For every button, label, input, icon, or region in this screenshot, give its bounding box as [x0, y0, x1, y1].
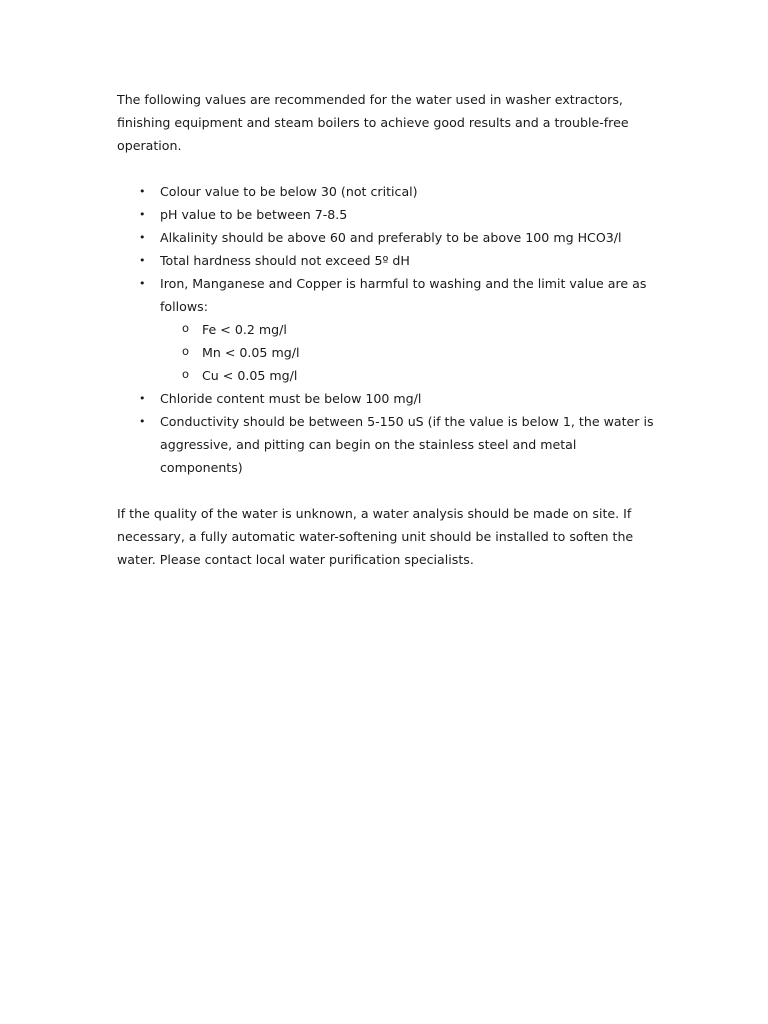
list-item — [117, 226, 657, 249]
circle-bullet-icon: o — [182, 367, 190, 381]
bullet-icon: • — [139, 231, 146, 244]
list-item — [117, 203, 657, 226]
sublist-item — [160, 364, 657, 387]
sublist-item-text: Cu < 0.05 mg/l — [202, 368, 298, 383]
list-item — [117, 180, 657, 203]
requirements-list — [117, 180, 657, 479]
sublist-item-text: Fe < 0.2 mg/l — [202, 322, 287, 337]
bullet-icon: • — [139, 392, 146, 405]
list-item-text: pH value to be between 7-8.5 — [160, 207, 348, 222]
list-item — [117, 249, 657, 272]
bullet-icon: • — [139, 254, 146, 267]
intro-paragraph: The following values are recommended for the water used in washer extractors, finishing equipment and steam boilers to achieve good results and a trouble-free operation. — [117, 92, 629, 153]
list-item-text: Colour value to be below 30 (not critical) — [160, 184, 418, 199]
circle-bullet-icon: o — [182, 321, 190, 335]
metal-limits-sublist — [160, 318, 657, 387]
list-item-text: Total hardness should not exceed 5º dH — [160, 253, 410, 268]
list-item-text: Conductivity should be between 5-150 uS (if the value is below 1, the water is aggressive, and pitting can begin on the stainless steel and metal components) — [160, 414, 654, 475]
bullet-icon: • — [139, 277, 146, 290]
list-item-text: Alkalinity should be above 60 and preferably to be above 100 mg HCO3/l — [160, 230, 622, 245]
list-item — [117, 410, 657, 479]
document-page — [117, 88, 657, 571]
list-item-text: Chloride content must be below 100 mg/l — [160, 391, 422, 406]
circle-bullet-icon: o — [182, 344, 190, 358]
bullet-icon: • — [139, 415, 146, 428]
list-item — [117, 387, 657, 410]
bullet-icon: • — [139, 208, 146, 221]
sublist-item — [160, 318, 657, 341]
sublist-item — [160, 341, 657, 364]
list-item-text: Iron, Manganese and Copper is harmful to washing and the limit value are as follows: — [160, 276, 647, 314]
list-item — [117, 272, 657, 387]
closing-paragraph: If the quality of the water is unknown, a water analysis should be made on site. If necessary, a fully automatic water-softening unit should be installed to soften the water. Please contact local water purification specialists. — [117, 506, 634, 567]
bullet-icon: • — [139, 185, 146, 198]
sublist-item-text: Mn < 0.05 mg/l — [202, 345, 300, 360]
